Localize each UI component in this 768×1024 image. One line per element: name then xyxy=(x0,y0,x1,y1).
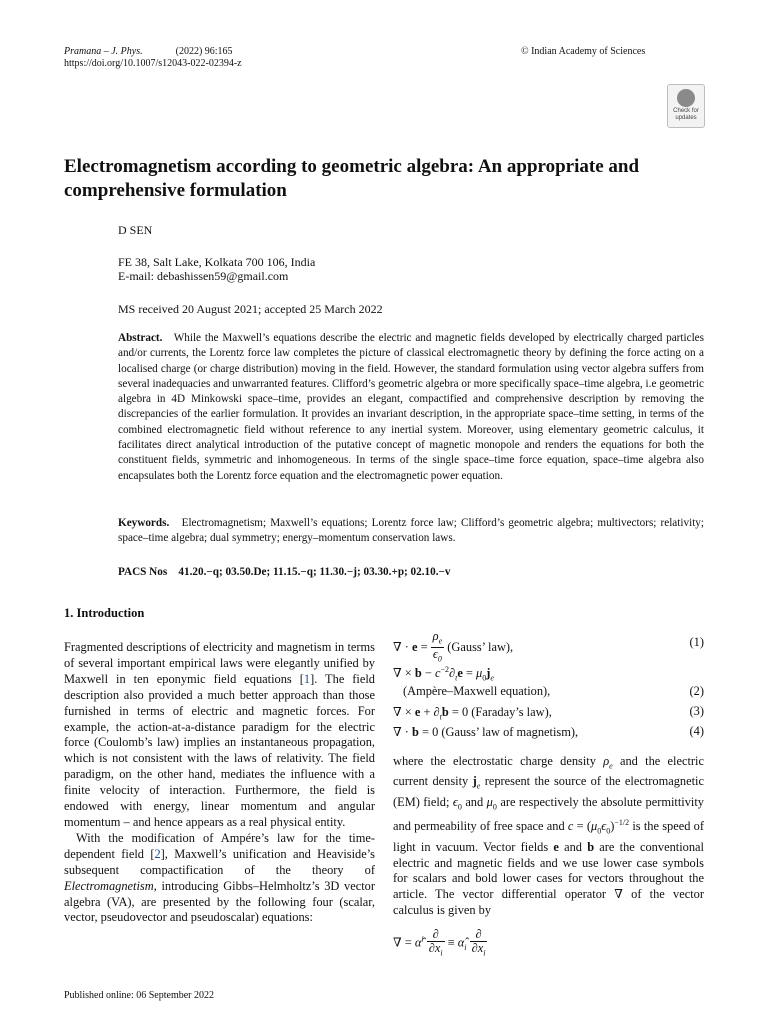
copyright: © Indian Academy of Sciences xyxy=(521,46,646,57)
journal-header xyxy=(64,46,233,58)
keywords-text: Electromagnetism; Maxwell’s equations; Lorentz force law; Clifford’s geometric algebra; multivectors; relativity; space–time algebra; dual symmetry; energy–momentum conservation laws. xyxy=(118,517,705,545)
badge-text: Check for updates xyxy=(673,108,699,121)
journal-volume: (2022) 96:165 xyxy=(175,46,233,57)
affiliation-address: FE 38, Salt Lake, Kolkata 700 106, India xyxy=(118,255,316,269)
pacs xyxy=(118,566,451,578)
abstract xyxy=(118,331,704,484)
article-title: Electromagnetism according to geometric algebra: An appropriate and comprehensive formulation xyxy=(64,156,640,201)
citation-link-1[interactable]: 1 xyxy=(303,671,311,686)
intro-left-column xyxy=(64,640,375,926)
eq2-number: (2) xyxy=(689,684,704,698)
doi-link[interactable]: https://doi.org/10.1007/s12043-022-02394-z xyxy=(64,58,242,69)
keywords-label: Keywords. xyxy=(118,517,170,529)
affiliation-email[interactable]: E-mail: debashissen59@gmail.com xyxy=(118,269,289,283)
received-dates: MS received 20 August 2021; accepted 25 March 2022 xyxy=(118,302,383,316)
eq1-label: (Gauss’ law), xyxy=(447,639,514,654)
journal-name: Pramana – J. Phys. xyxy=(64,46,143,57)
author: D SEN xyxy=(118,223,153,237)
abstract-label: Abstract. xyxy=(118,332,163,344)
intro-paragraph-2: With the modification of Ampére’s law for the time-dependent field [2], Maxwell’s unification and Heaviside’s subsequent compactification of the theory of Electromagnetism, introducing Gibbs–Helmholtz’s 3D vector algebra (VA), are presented by the following four (scalar, vector, pseudovector and pseudoscalar) equations: xyxy=(64,830,375,925)
equation-2: ∇ × $b - c^{-2}\partial_te = \mu_0j_e$ xyxy=(393,665,494,683)
right-column-paragraph: where the electrostatic charge density $\rho_e$ and the electric current density $j_e$ represent the source of the electromagnetic (EM) field; $\epsilon_0$ and $\mu_0$ are respectively the absolute permittivity and permeability of free space and $c = (\mu_0\epsilon_0)^{-1/2}$ is the speed of light in vacuum. Vector fields e and b are the conventional electric and magnetic fields and we use lower case symbols for scalars and bold lower cases for vectors throughout the article. The vector differential operator ∇ of the vector calculus is given by xyxy=(393,754,705,918)
pacs-text: 41.20.−q; 03.50.De; 11.15.−q; 11.30.−j; 03.30.+p; 02.10.−v xyxy=(178,566,451,578)
keywords xyxy=(118,516,704,547)
eq1-number: (1) xyxy=(689,635,704,649)
nabla-definition: ∇ = α̂$^i$ $\frac{\partial}{\partial x_i}$ ≡ $\alphâ_i$ $\frac{\partial}{\partial x_i}$ xyxy=(393,927,486,958)
equation-4: ∇ · b = 0 (Gauss’ law of magnetism), xyxy=(393,725,579,739)
eq3-label: (Faraday’s law), xyxy=(471,705,552,719)
section-heading: 1. Introduction xyxy=(64,606,145,620)
equation-3: ∇ × $e + \partial_tb = 0$ (Faraday’s law), xyxy=(393,705,552,722)
eq2-label: (Ampère–Maxwell equation), xyxy=(403,684,551,698)
eq4-number: (4) xyxy=(689,724,704,738)
abstract-text: While the Maxwell’s equations describe the electric and magnetic fields developed by electrically charged particles and/or currents, the Lorentz force law completes the picture of classical electromagnetic theory by defining the force acting on a localised charge (or charge distribution) moving in the field. However, the standard formulation using vector algebra suffers from several inadequacies and unwarranted features. Clifford’s geometric algebra or more specifically space–time algebra, i.e geometric algebra in 4D Minkowski space–time, provides an elegant, compactified and comprehensive description by removing the discrepancies of the earlier formulation. It provides an invariant description, in the appropriate space–time setting, in terms of the combined electromagnetic field without reference to any inertial system. Moreover, using elementary geometric calculus, it facilitates direct analytical introduction of the putative concept of magnetic monopole and renders the equations for both the constituent fields, symmetric and inhomogeneous. In terms of the single space–time force equation, space–time algebra also encapsulates both the Lorentz force equation and the electromagnetic power equation. xyxy=(118,332,704,482)
published-online: Published online: 06 September 2022 xyxy=(64,990,214,1001)
eq3-number: (3) xyxy=(689,704,704,718)
citation-link-2[interactable]: 2 xyxy=(154,846,161,861)
update-circle-icon xyxy=(677,89,695,107)
check-for-updates-badge[interactable] xyxy=(667,84,705,128)
eq4-label: (Gauss’ law of magnetism), xyxy=(441,725,579,739)
equation-1: ∇ · e = $\frac{\rho_e}{\epsilon_0}$ (Gauss’ law), xyxy=(393,629,514,664)
intro-paragraph-1: Fragmented descriptions of electricity and magnetism in terms of several important empirical laws were elegantly unified by Maxwell in ten eponymic field equations [1]. The field description also provided a much better approach than those furnished in terms of electric and magnetic forces. For example, the action-at-a-distance paradigm for the electric force (Coulomb’s law) implies an instantaneous propagation, which is not consistent with the laws of relativity. The field paradigm, on the other hand, mediates the influence with a finite velocity of interaction. Furthermore, the field is endowed with energy, linear momentum and angular momentum – and hence appears as a real physical entity. xyxy=(64,640,376,829)
pacs-label: PACS Nos xyxy=(118,566,168,578)
